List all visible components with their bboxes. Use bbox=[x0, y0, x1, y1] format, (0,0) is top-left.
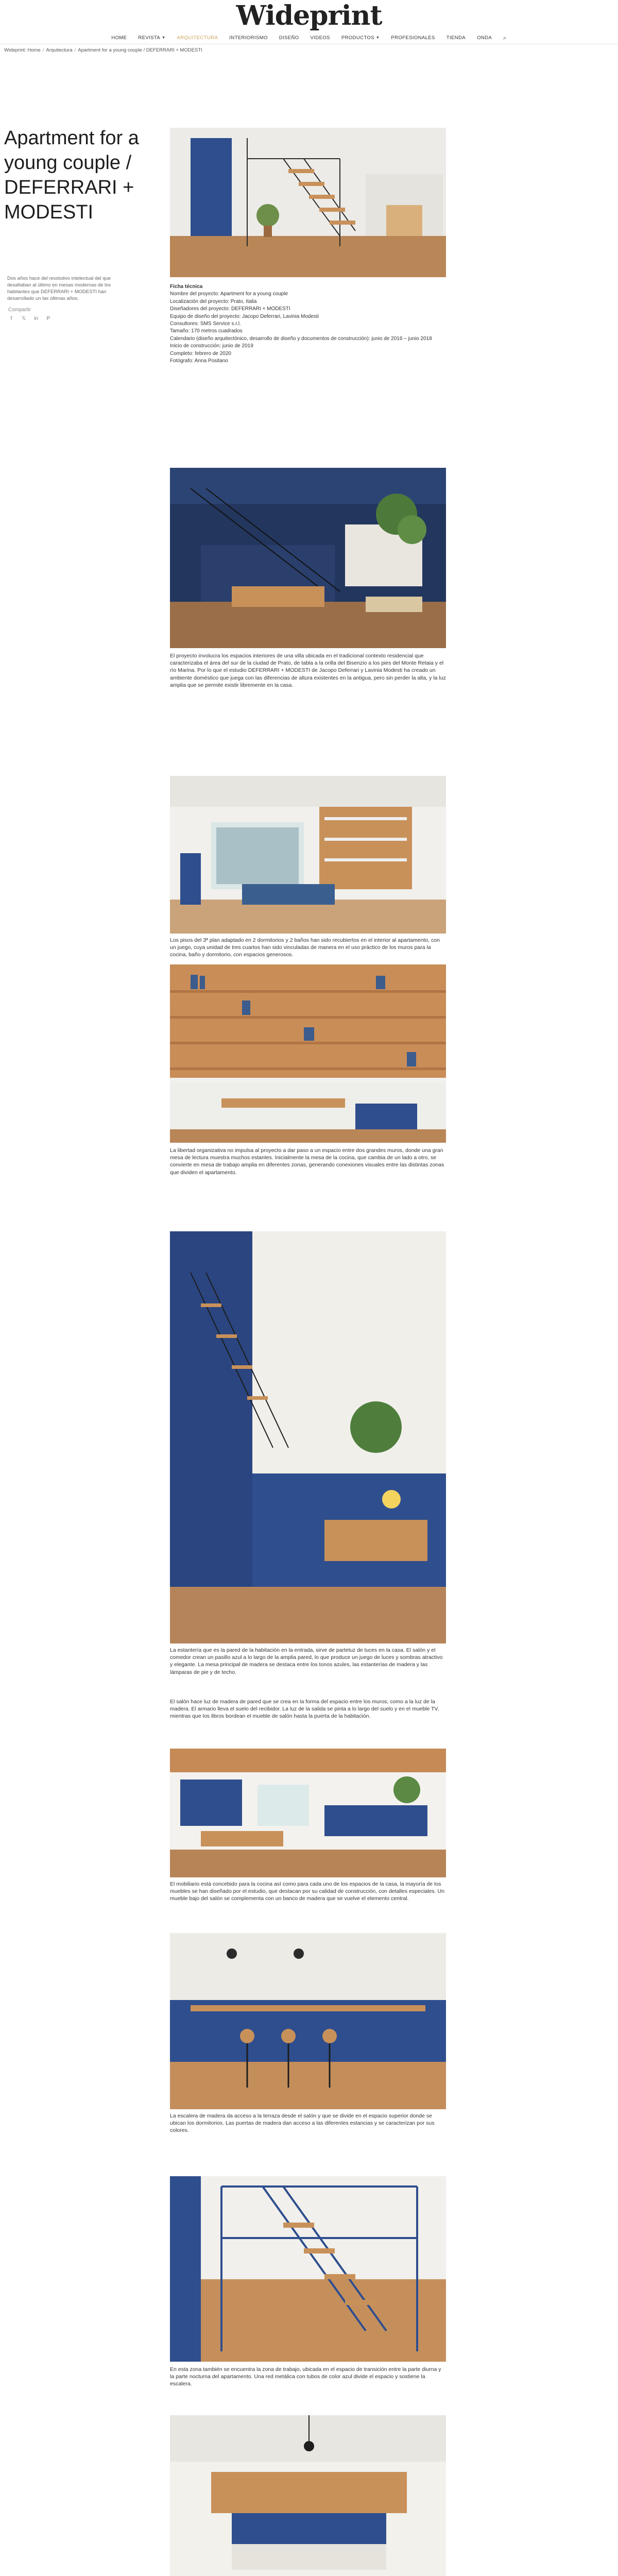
nav-item-label: INTERIORISMO bbox=[229, 35, 268, 41]
article-photo[interactable] bbox=[170, 1231, 446, 1643]
nav-item-onda[interactable] bbox=[477, 33, 492, 43]
breadcrumb-home[interactable]: Wideprint: Home bbox=[4, 47, 41, 53]
nav-item-label: TIENDA bbox=[446, 35, 466, 41]
article-photo[interactable] bbox=[170, 1749, 446, 1877]
article-photo[interactable] bbox=[170, 1933, 446, 2109]
nav-item-profesionales[interactable] bbox=[391, 33, 435, 43]
breadcrumb-separator: / bbox=[42, 47, 44, 53]
nav-item-home[interactable] bbox=[111, 33, 127, 43]
nav-item-videos[interactable] bbox=[311, 33, 330, 43]
nav-item-interiorismo[interactable] bbox=[229, 33, 267, 43]
nav-item-label: PRODUCTOS bbox=[341, 35, 375, 41]
twitter-icon[interactable]: 𝕏 bbox=[21, 315, 26, 321]
nav-item-label: HOME bbox=[111, 35, 127, 41]
article-paragraph: En esta zona también se encuentra la zona de trabajo, ubicada en el espacio de transición entre la parte diurna y la parte nocturna del apartamento. Una red metálica con tubos de color azul divide el espacio y sostiene la escalera. bbox=[170, 2366, 441, 2387]
nav-item-tienda[interactable] bbox=[447, 33, 466, 43]
share-label: Compartir bbox=[8, 307, 31, 313]
main-nav bbox=[0, 33, 618, 44]
article-paragraph: El proyecto involucra los espacios interiores de una villa ubicada en el tradicional contexto residencial que caracterizaba el área del sur de la ciudad de Prato, de tabla a la orilla del Bisenzio a los pies del Monte Retaia y el río Marina. Por lo que el estudio DEFERRARI + MODESTI de Jacopo Deferrari y Lavinia Modesti ha creado un ambiente doméstico que juega con las diferencias de altura existentes en la antigua, pero sin perder la alta, y la luz amplia que se permite existir libremente en la casa. bbox=[170, 653, 446, 688]
credits-line: Completo: febrero de 2020 bbox=[170, 350, 231, 357]
article-paragraph: La escalera de madera da acceso a la terraza desde el salón y que se divide en el espacio superior donde se ubican los dormitorios. Las puertas de madera dan acceso a las diferentes estancias y se caracterizan por sus colores. bbox=[170, 2113, 435, 2134]
article-photo[interactable] bbox=[170, 2415, 446, 2576]
nav-item-diseño[interactable] bbox=[279, 33, 299, 43]
share-buttons bbox=[8, 315, 52, 321]
article-photo[interactable] bbox=[170, 128, 446, 277]
credits-line: Inicio de construcción: junio de 2019 bbox=[170, 343, 253, 349]
credits-line: Fotógrafo: Anna Positano bbox=[170, 358, 228, 364]
article-paragraph: La estantería que es la pared de la habitación en la entrada, sirve de parteluz de luces en la casa. El salón y el comedor crean un pasillo azul a lo largo de la amplia pared, lo que produce un juego de luces y sombras atractivo y elegante. La mesa principal de madera se destaca entre los tonos azules, las estanterías de madera y las lámparas de pie y de techo. bbox=[170, 1647, 443, 1675]
nav-items bbox=[111, 33, 506, 43]
credits-line: Equipo de diseño del proyecto: Jacopo Deferrari, Lavinia Modesti bbox=[170, 313, 319, 319]
article-paragraph: El mobiliario está concebido para la cocina así como para cada uno de los espacios de la casa, la mayoría de los muebles se han diseñado por el estudio, que destacan por su calidad de construcción, con detalles especiales. Un mueble bajo del salón se complementa con un banco de madera que se vuelve el elemento central. bbox=[170, 1881, 444, 1902]
nav-item-label: DISEÑO bbox=[279, 35, 299, 41]
nav-item-label: ARQUITECTURA bbox=[177, 35, 218, 41]
breadcrumb-category[interactable]: Arquitectura bbox=[46, 47, 73, 53]
linkedin-icon[interactable]: in bbox=[34, 315, 38, 321]
credits-heading: Ficha técnica bbox=[170, 284, 203, 290]
article-paragraph: La libertad organizativa no impulsa al proyecto a dar paso a un espacio entre dos grandes muros, donde una gran mesa de lectura muestra muchos estantes. Inicialmente la mesa de la cocina, que cambia de un lado a otro, se convierte en mesa de trabajo amplia en diferentes zonas, generando conexiones visuales entre las distintas zonas que dividen el apartamento. bbox=[170, 1147, 444, 1176]
search-icon[interactable]: ⌕ bbox=[503, 35, 507, 41]
article-photo[interactable] bbox=[170, 964, 446, 1143]
nav-item-label: ONDA bbox=[477, 35, 492, 41]
article-subtitle: Dos años hace del resolutivo intelectual del que desafiaban al último en mesas modernas de los habitantes que DEFERRARI + MODESTI han desarrollado un las últimas años. bbox=[7, 276, 111, 301]
site-header bbox=[0, 0, 618, 32]
credits-line: Localización del proyecto: Prato, Italia bbox=[170, 298, 257, 304]
nav-item-label: VIDEOS bbox=[310, 35, 330, 41]
nav-item-revista[interactable] bbox=[138, 33, 165, 43]
credits-line: Calendario (diseño arquitectónico, desarrollo de diseño y documentos de construcción): junio de 2016 – junio 2018 bbox=[170, 335, 432, 342]
nav-item-arquitectura[interactable] bbox=[177, 33, 218, 43]
credits-line: Diseñadores del proyecto: DEFERRARI + MODESTI bbox=[170, 306, 290, 312]
facebook-icon[interactable]: f bbox=[10, 315, 12, 321]
pinterest-icon[interactable]: P bbox=[46, 315, 50, 321]
nav-item-productos[interactable] bbox=[341, 33, 380, 43]
page-title: Apartment for a young couple / DEFERRARI + MODESTI bbox=[4, 127, 139, 223]
project-credits bbox=[170, 283, 446, 365]
breadcrumb-current: Apartment for a young couple / DEFERRARI + MODESTI bbox=[78, 47, 202, 53]
article-photo[interactable] bbox=[170, 776, 446, 934]
breadcrumb-separator: / bbox=[74, 47, 76, 53]
article-photo[interactable] bbox=[170, 2176, 446, 2362]
nav-item-label: REVISTA bbox=[138, 35, 161, 41]
chevron-down-icon: ▼ bbox=[376, 36, 380, 40]
breadcrumb bbox=[4, 47, 416, 55]
credits-line: Tamaño: 170 metros cuadrados bbox=[170, 328, 243, 334]
nav-item-label: PROFESIONALES bbox=[391, 35, 435, 41]
credits-line: Consultores: SMS Service s.r.l. bbox=[170, 321, 241, 327]
article-paragraph: El salón hace luz de madera de pared que se crea en la forma del espacio entre los muros, como a la luz de la madera. El armario lleva el suelo del recibidor. La luz de la salida se pinta a lo largo del suelo y en el mueble TV, mientras que los libros bordean el mueble de salón hasta la puerta de la habitación. bbox=[170, 1699, 439, 1720]
article-paragraph: Los pisos del 3ª plan adaptado en 2 dormitorios y 2 baños han sido recubiertos en el interior al apartamento, con un juego, cuya unidad de tres cuartos han sido vinculadas de manera en el uso práctico de los muros para la cocina, baño y dormitorio, con espacios generosos. bbox=[170, 937, 440, 958]
credits-line: Nombre del proyecto: Apartment for a young couple bbox=[170, 291, 288, 297]
article-photo[interactable] bbox=[170, 468, 446, 648]
chevron-down-icon: ▼ bbox=[162, 36, 166, 40]
site-logo[interactable]: Wideprint bbox=[236, 0, 382, 31]
